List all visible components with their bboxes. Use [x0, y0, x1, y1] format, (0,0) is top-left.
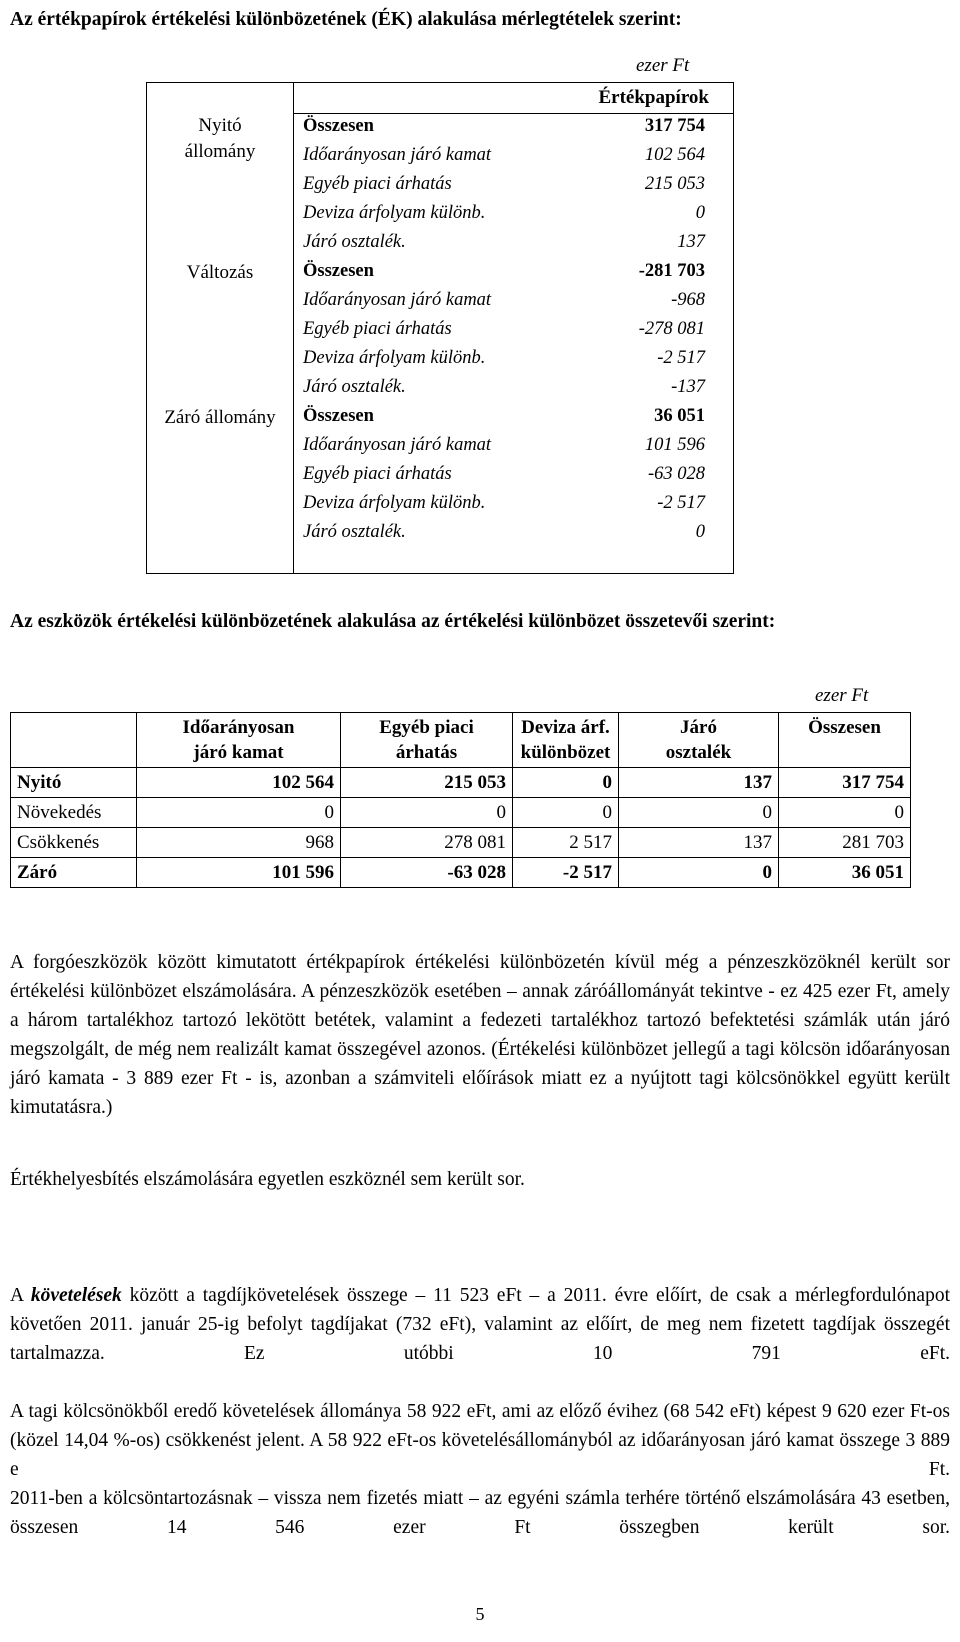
header-line: osztalék	[665, 742, 732, 763]
row-label: Egyéb piaci árhatás	[303, 174, 452, 194]
cell: 0	[779, 798, 911, 828]
header-cell	[779, 713, 911, 768]
row-value: 215 053	[644, 174, 705, 194]
securities-table	[146, 82, 734, 574]
row-value: -137	[671, 377, 705, 397]
row-value: 36 051	[654, 406, 705, 426]
table-row	[147, 316, 733, 346]
header-line: különbözet	[520, 742, 611, 763]
cell: 281 703	[779, 828, 911, 858]
table-row	[147, 432, 733, 462]
header-cell-empty	[11, 713, 137, 768]
row-label: Járó osztalék.	[303, 522, 406, 542]
table-row	[147, 171, 733, 201]
table-row	[147, 200, 733, 230]
row-label: Deviza árfolyam különb.	[303, 348, 486, 368]
row-label: Nyitó	[11, 768, 137, 798]
header-cell	[619, 713, 779, 768]
cell: 278 081	[341, 828, 513, 858]
table-row	[11, 828, 911, 858]
table-row	[147, 374, 733, 404]
table-row	[147, 229, 733, 259]
cell: 36 051	[779, 858, 911, 888]
emphasis-text: követelések	[30, 1285, 122, 1306]
paragraph-receivables	[10, 1281, 950, 1397]
row-label: Összesen	[303, 261, 374, 281]
cell: 137	[619, 828, 779, 858]
header-line: járó kamat	[193, 742, 284, 763]
cell: 137	[619, 768, 779, 798]
cell: 0	[341, 798, 513, 828]
group-label-line: Nyitó	[198, 115, 242, 136]
cell: 0	[619, 798, 779, 828]
header-line: Időarányosan	[182, 717, 295, 738]
row-label: Deviza árfolyam különb.	[303, 203, 486, 223]
row-label: Záró	[11, 858, 137, 888]
row-label: Csökkenés	[11, 828, 137, 858]
header-line: árhatás	[395, 742, 458, 763]
row-value: -281 703	[638, 261, 705, 281]
row-label: Összesen	[303, 406, 374, 426]
row-label: Járó osztalék.	[303, 377, 406, 397]
paragraph-loan-settlement: 2011-ben a kölcsöntartozásnak – vissza nem fizetés miatt – az egyéni számla terhére történő elszámolására 43 esetben, összesen 14 546 ezer Ft összegben került sor.	[10, 1488, 950, 1538]
paragraph-revaluation: Értékhelyesbítés elszámolására egyetlen eszköznél sem került sor.	[10, 1169, 525, 1190]
table-row	[147, 490, 733, 520]
group-label-closing: Záró állomány	[164, 407, 276, 428]
cell: 102 564	[137, 768, 341, 798]
header-cell	[137, 713, 341, 768]
section1-unit: ezer Ft	[636, 55, 690, 76]
table-row	[147, 287, 733, 317]
table-row	[147, 519, 733, 549]
row-label: Növekedés	[11, 798, 137, 828]
table-row	[147, 142, 733, 172]
row-label: Időarányosan járó kamat	[303, 290, 492, 310]
table-row	[11, 858, 911, 888]
table-row	[147, 345, 733, 375]
header-cell	[341, 713, 513, 768]
row-value: 102 564	[644, 145, 705, 165]
row-value: -63 028	[647, 464, 705, 484]
header-line: Egyéb piaci	[379, 717, 474, 738]
table-row	[147, 258, 733, 288]
cell: 0	[513, 768, 619, 798]
row-value: 101 596	[644, 435, 705, 455]
table-row	[147, 403, 733, 433]
section2-unit: ezer Ft	[815, 685, 869, 706]
section2-heading: Az eszközök értékelési különbözetének alakulása az értékelési különbözet összetevői szerint:	[10, 611, 776, 632]
paragraph-valuation: A forgóeszközök között kimutatott értékpapírok értékelési különbözetén kívül még a pénzeszközöknél került sor értékelési különbözet elszámolására. A pénzeszközök esetében – annak záróállományát tekintve - ez 425 ezer Ft, amely a három tartalékhoz tartozó lekötött betétek, valamint a fedezeti tartalékhoz tartozó befektetési számlák után járó megszolgált, de még nem realizált kamat összegével azonos. (Értékelési különbözet jellegű a tagi kölcsön időarányosan járó kamata - 3 889 ezer Ft - is, azonban a számviteli előírások miatt ez a nyújtott tagi kölcsönökkel együtt került kimutatásra.)	[10, 952, 950, 1118]
row-value: -2 517	[657, 493, 705, 513]
row-value: 317 754	[644, 116, 705, 136]
row-label: Deviza árfolyam különb.	[303, 493, 486, 513]
securities-header	[294, 83, 733, 114]
table-row	[11, 768, 911, 798]
header-line: Deviza árf.	[521, 717, 610, 738]
row-label: Járó osztalék.	[303, 232, 406, 252]
cell: 2 517	[513, 828, 619, 858]
row-label: Összesen	[303, 116, 374, 136]
header-cell	[513, 713, 619, 768]
row-value: 0	[695, 203, 705, 223]
row-label: Időarányosan járó kamat	[303, 145, 492, 165]
header-line: Járó	[680, 717, 717, 738]
cell: 0	[619, 858, 779, 888]
row-label: Egyéb piaci árhatás	[303, 464, 452, 484]
row-value: 137	[677, 232, 705, 252]
page-number: 5	[475, 1604, 485, 1624]
cell: 0	[137, 798, 341, 828]
group-label-change: Változás	[186, 262, 254, 283]
paragraph-text: között a tagdíjkövetelések összege – 11 523 eFt – a 2011. évre előírt, de csak a mérlegfordulónapot követően 2011. január 25-ig befolyt tagdíjakat (732 eFt), valamint az előírt, de meg nem fizetett tagdíjak összegét tartalmazza. Ez utóbbi 10 791 eFt.	[10, 1285, 950, 1364]
section1-heading: Az értékpapírok értékelési különbözetének (ÉK) alakulása mérlegtételek szerint:	[10, 9, 682, 30]
header-line: Összesen	[808, 717, 881, 738]
cell: 101 596	[137, 858, 341, 888]
table-row	[147, 113, 733, 143]
row-value: -278 081	[638, 319, 705, 339]
cell: -63 028	[341, 858, 513, 888]
securities-column-header: Értékpapírok	[598, 87, 709, 108]
table-row	[11, 798, 911, 828]
paragraph-member-loans: A tagi kölcsönökből eredő követelések állománya 58 922 eFt, ami az előző évihez (68 542 eFt) képest 9 620 ezer Ft-os (közel 14,04 %-os) csökkenést jelent. A 58 922 eFt-os követelésállományból az időarányosan járó kamat összege 3 889 e Ft.	[10, 1401, 950, 1480]
group-label-line: állomány	[184, 141, 256, 162]
row-label: Időarányosan járó kamat	[303, 435, 492, 455]
cell: 0	[513, 798, 619, 828]
row-value: -2 517	[657, 348, 705, 368]
row-value: 0	[695, 522, 705, 542]
cell: -2 517	[513, 858, 619, 888]
paragraph-text: A	[10, 1285, 31, 1306]
cell: 968	[137, 828, 341, 858]
row-label: Egyéb piaci árhatás	[303, 319, 452, 339]
components-table	[10, 712, 911, 888]
cell: 317 754	[779, 768, 911, 798]
row-value: -968	[671, 290, 705, 310]
table-header-row	[11, 713, 911, 768]
table-row	[147, 461, 733, 491]
cell: 215 053	[341, 768, 513, 798]
